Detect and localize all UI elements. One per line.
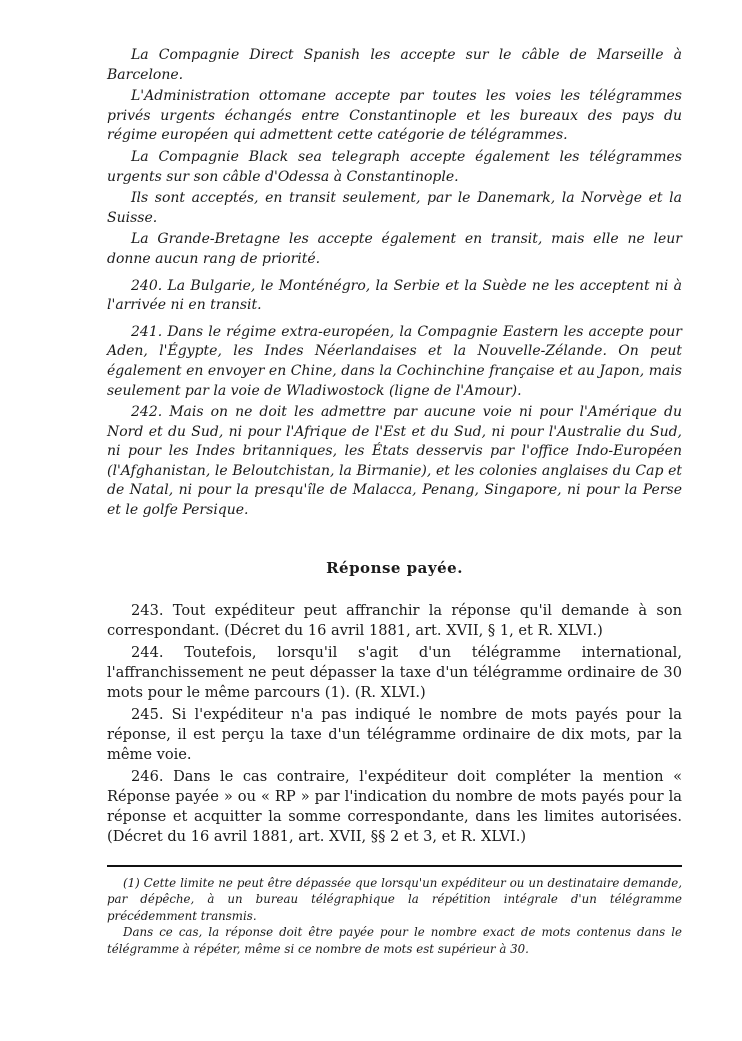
footnote-divider — [107, 865, 682, 867]
article-242: 242. Mais on ne doit les admettre par aucune voie ni pour l'Amérique du Nord et du Sud, ni pour l'Afrique de l'Est et du Sud, ni pour l'Australie du Sud, ni pour les Indes britanniques, les États desservis par l'office Indo-Européen (l'Afghanistan, le Beloutchistan, la Birmanie), et les colonies anglaises du Cap et de Natal, ni pour la presqu'île de Malacca, Penang, Singapore, ni pour la Perse et le golfe Persique. — [107, 404, 682, 519]
article-243: 243. Tout expéditeur peut affranchir la réponse qu'il demande à son correspondant. (Décret du 16 avril 1881, art. XVII, § 1, et R. XLVI.) — [107, 601, 682, 639]
paragraph: Ils sont acceptés, en transit seulement, par le Danemark, la Norvège et la Suisse. — [107, 190, 682, 226]
paragraph: La Grande-Bretagne les accepte également en transit, mais elle ne leur donne aucun rang de priorité. — [107, 231, 682, 267]
footnote: (1) Cette limite ne peut être dépassée que lorsqu'un expéditeur ou un destinataire demande, par dépêche, à un bureau télégraphique la répétition intégrale d'un télégramme précédemment transmis. — [107, 875, 682, 923]
article-246: 246. Dans le cas contraire, l'expéditeur doit compléter la mention « Réponse payée » ou « RP » par l'indication du nombre de mots payés pour la réponse et acquitter la somme correspondante, dans les limites autorisées. (Décret du 16 avril 1881, art. XVII, §§ 2 et 3, et R. XLVI.) — [107, 767, 682, 845]
article-240: 240. La Bulgarie, le Monténégro, la Serbie et la Suède ne les acceptent ni à l'arrivée ni en transit. — [107, 277, 682, 314]
article-245: 245. Si l'expéditeur n'a pas indiqué le nombre de mots payés pour la réponse, il est perçu la taxe d'un télégramme ordinaire de dix mots, par la même voie. — [107, 705, 682, 763]
footnote-continuation: Dans ce cas, la réponse doit être payée pour le nombre exact de mots contenus dans le télégramme à répéter, même si ce nombre de mots est supérieur à 30. — [107, 925, 682, 956]
paragraph: L'Administration ottomane accepte par toutes les voies les télégrammes privés urgents échangés entre Constantinople et les bureaux des pays du régime européen qui admettent cette catégorie de télégrammes. — [107, 88, 682, 144]
article-241: 241. Dans le régime extra-européen, la Compagnie Eastern les accepte pour Aden, l'Égypte, les Indes Néerlandaises et la Nouvelle-Zélande. On peut également en envoyer en Chine, dans la Cochinchine française et au Japon, mais seulement par la voie de Wladiwostock (ligne de l'Amour). — [107, 323, 682, 399]
paragraph: La Compagnie Black sea telegraph accepte également les télégrammes urgents sur son câble d'Odessa à Constantinople. — [107, 148, 682, 185]
section-heading: Réponse payée. — [326, 558, 463, 577]
paragraph: La Compagnie Direct Spanish les accepte sur le câble de Marseille à Barcelone. — [107, 47, 682, 83]
article-244: 244. Toutefois, lorsqu'il s'agit d'un télégramme international, l'affranchissement ne peut dépasser la taxe d'un télégramme ordinaire de 30 mots pour le même parcours (1). (R. XLVI.) — [107, 643, 682, 701]
